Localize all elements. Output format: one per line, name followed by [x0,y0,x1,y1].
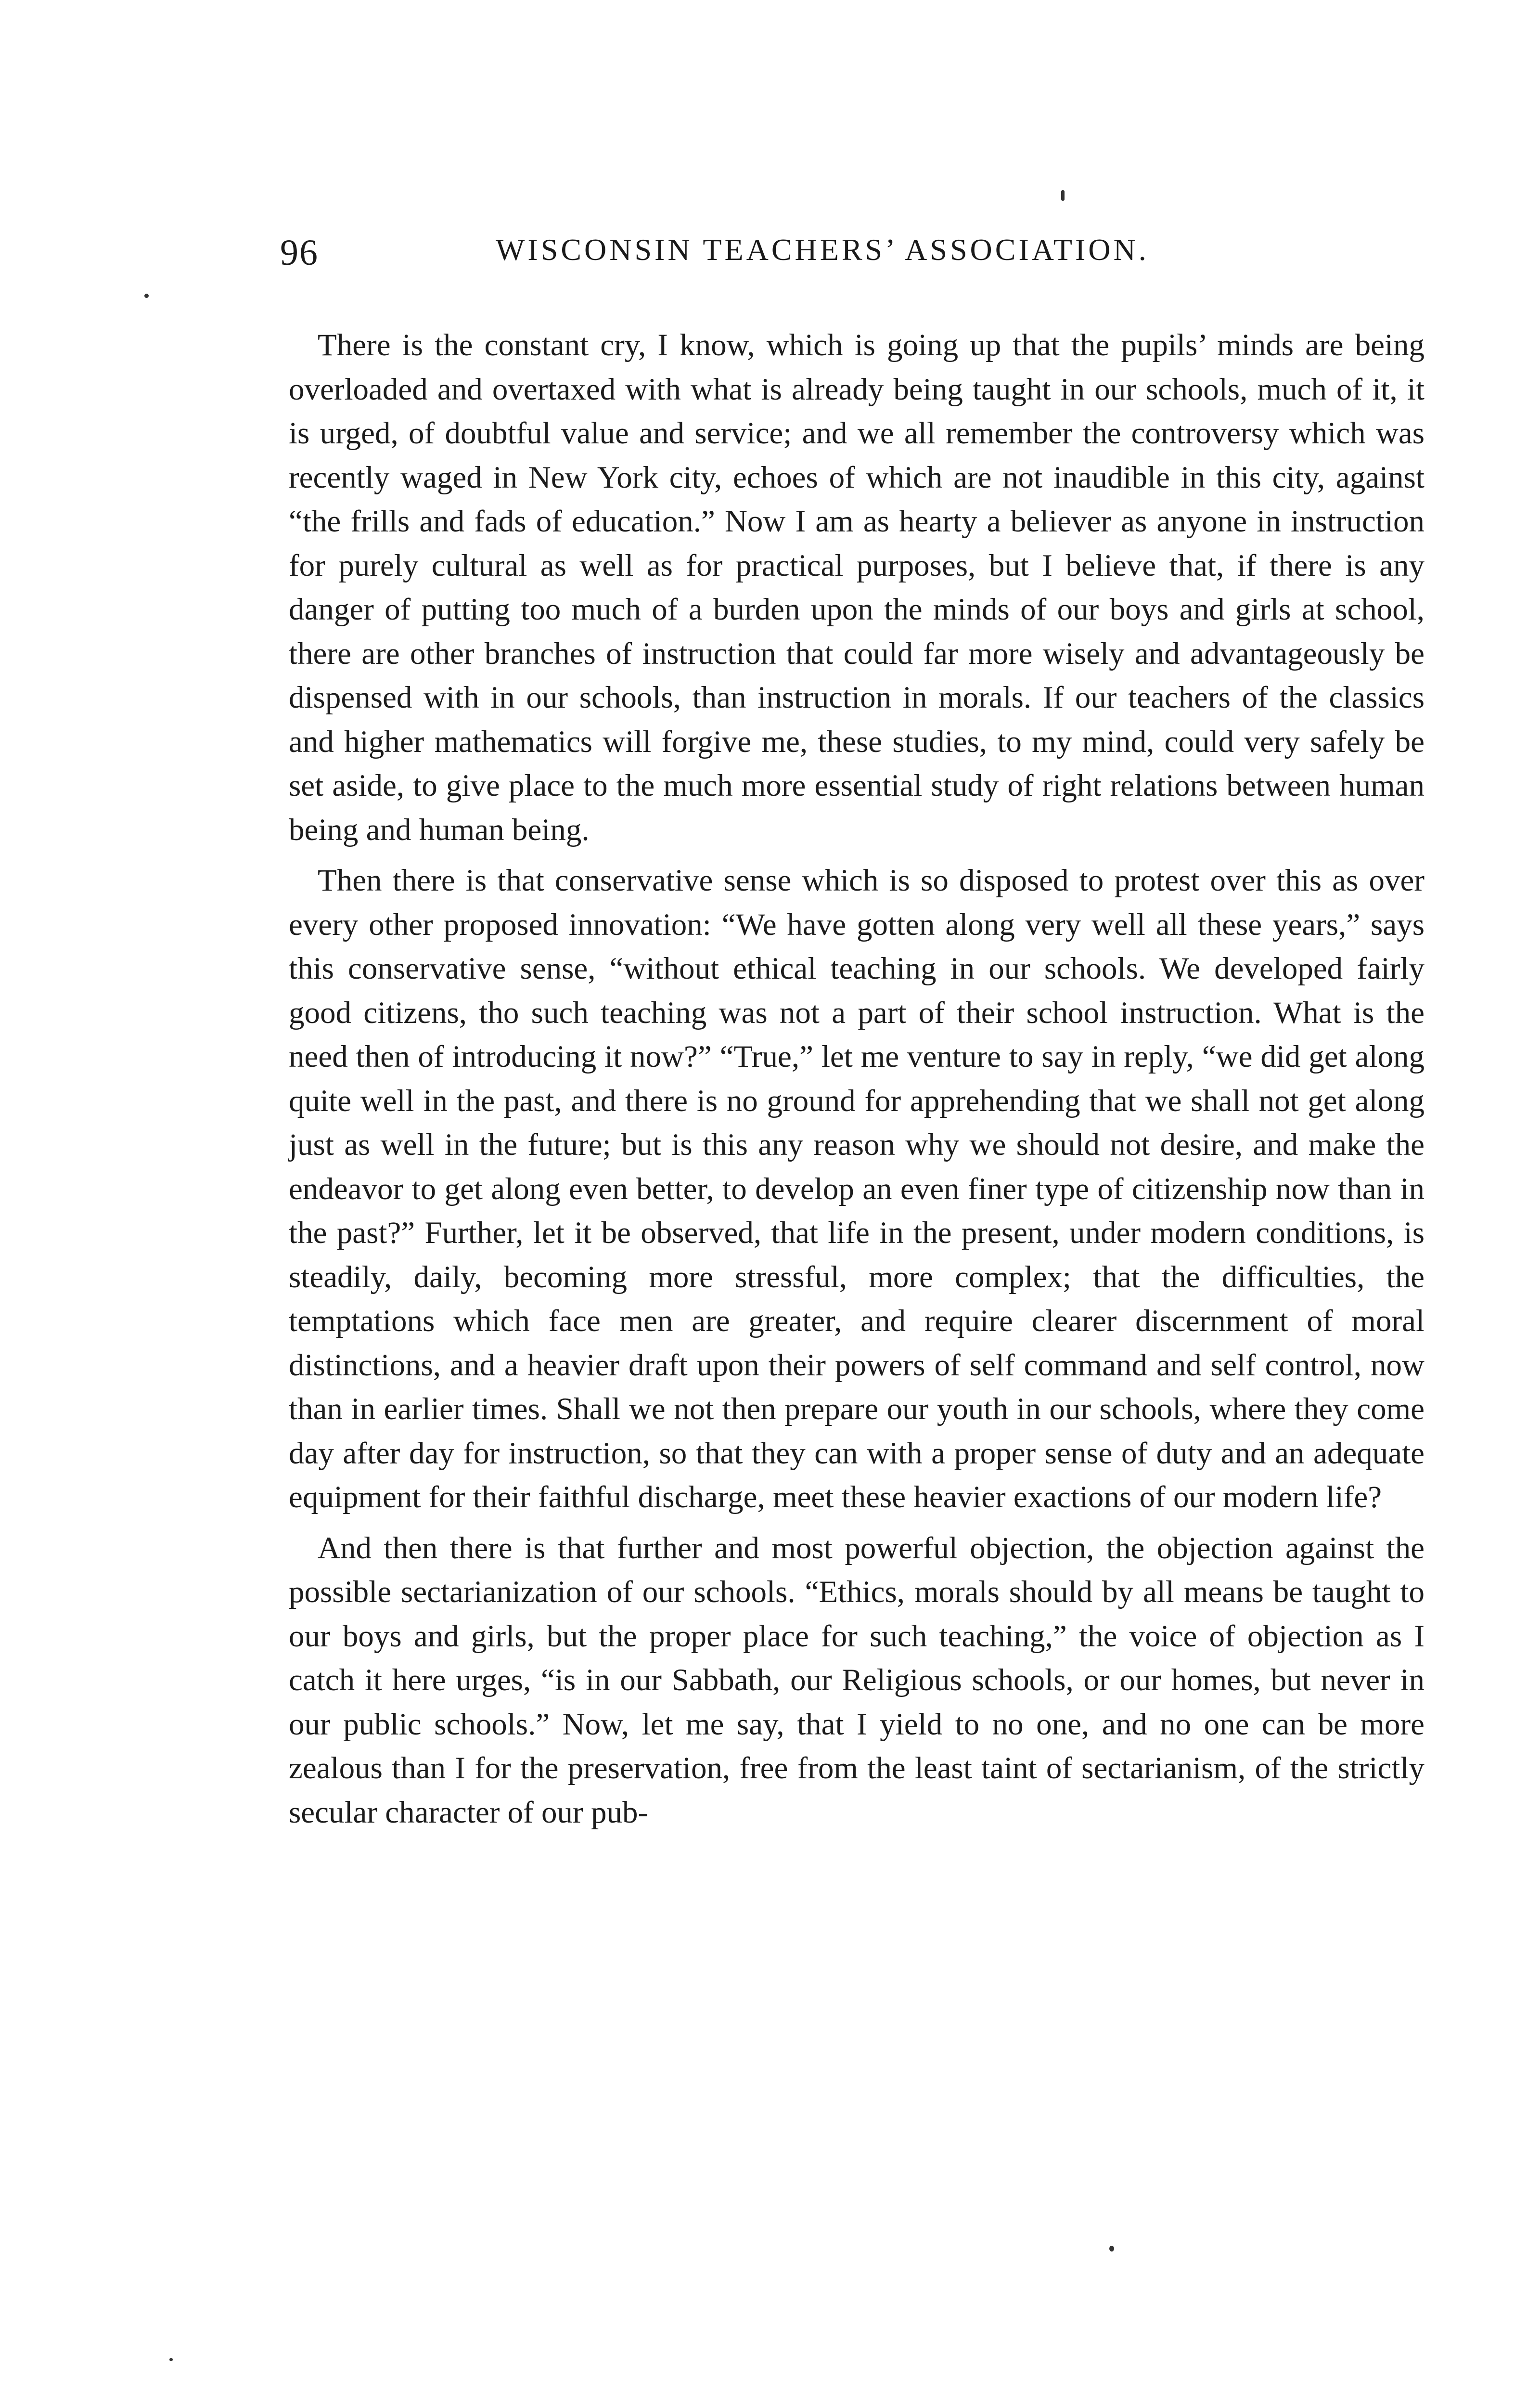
paragraph: And then there is that further and most powerful objection, the objection against the possible sectarianization of our schools. “Ethics, morals should by all means be taught to our boys and girls, but the proper place for such teaching,” the voice of objection as I catch it here urges, “is in our Sabbath, our Religious schools, or our homes, but never in our public schools.” Now, let me say, that I yield to no one, and no one can be more zealous than I for the preservation, free from the least taint of sectarianism, of the strictly secular character of our pub- [289,1530,1424,1830]
body-text [289,324,1424,1841]
paragraph: There is the constant cry, I know, which is going up that the pupils’ minds are being overloaded and overtaxed with what is already being taught in our schools, much of it, it is urged, of doubtful value and service; and we all remember the controversy which was recently waged in New York city, echoes of which are not inaudible in this city, against “the frills and fads of education.” Now I am as hearty a believer as anyone in instruction for purely cultural as well as for practical purposes, but I believe that, if there is any danger of putting too much of a burden upon the minds of our boys and girls at school, there are other branches of instruction that could far more wisely and advantageously be dispensed with in our schools, than instruction in morals. If our teachers of the classics and higher mathematics will forgive me, these studies, to my mind, could very safely be set aside, to give place to the much more essential study of right relations between human being and human being. [289,328,1424,847]
ink-speck-mark [1061,190,1065,201]
paragraph: Then there is that conservative sense which is so disposed to protest over this as over every other proposed innovation: “We have gotten along very well all these years,” says this conservative sense, “without ethical teaching in our schools. We developed fairly good citizens, tho such teaching was not a part of their school instruction. What is the need then of introducing it now?” “True,” let me venture to say in reply, “we did get along quite well in the past, and there is no ground for apprehending that we shall not get along just as well in the future; but is this any reason why we should not desire, and make the endeavor to get along even better, to develop an even finer type of citizenship now than in the past?” Further, let it be observed, that life in the present, under modern conditions, is steadily, daily, becoming more stressful, more complex; that the difficulties, the temptations which face men are greater, and require clearer discernment of moral distinctions, and a heavier draft upon their powers of self command and self control, now than in earlier times. Shall we not then prepare our youth in our schools, where they come day after day for instruction, so that they can with a proper sense of duty and an adequate equipment for their faithful discharge, meet these heavier exactions of our modern life? [289,863,1424,1514]
page-header [0,232,1540,280]
ink-speck-mark [169,2358,173,2361]
running-head: WISCONSIN TEACHERS’ ASSOCIATION. [496,233,1149,267]
ink-speck-mark [144,294,149,298]
ink-speck-mark [1109,2246,1114,2252]
page-number: 96 [280,233,319,273]
